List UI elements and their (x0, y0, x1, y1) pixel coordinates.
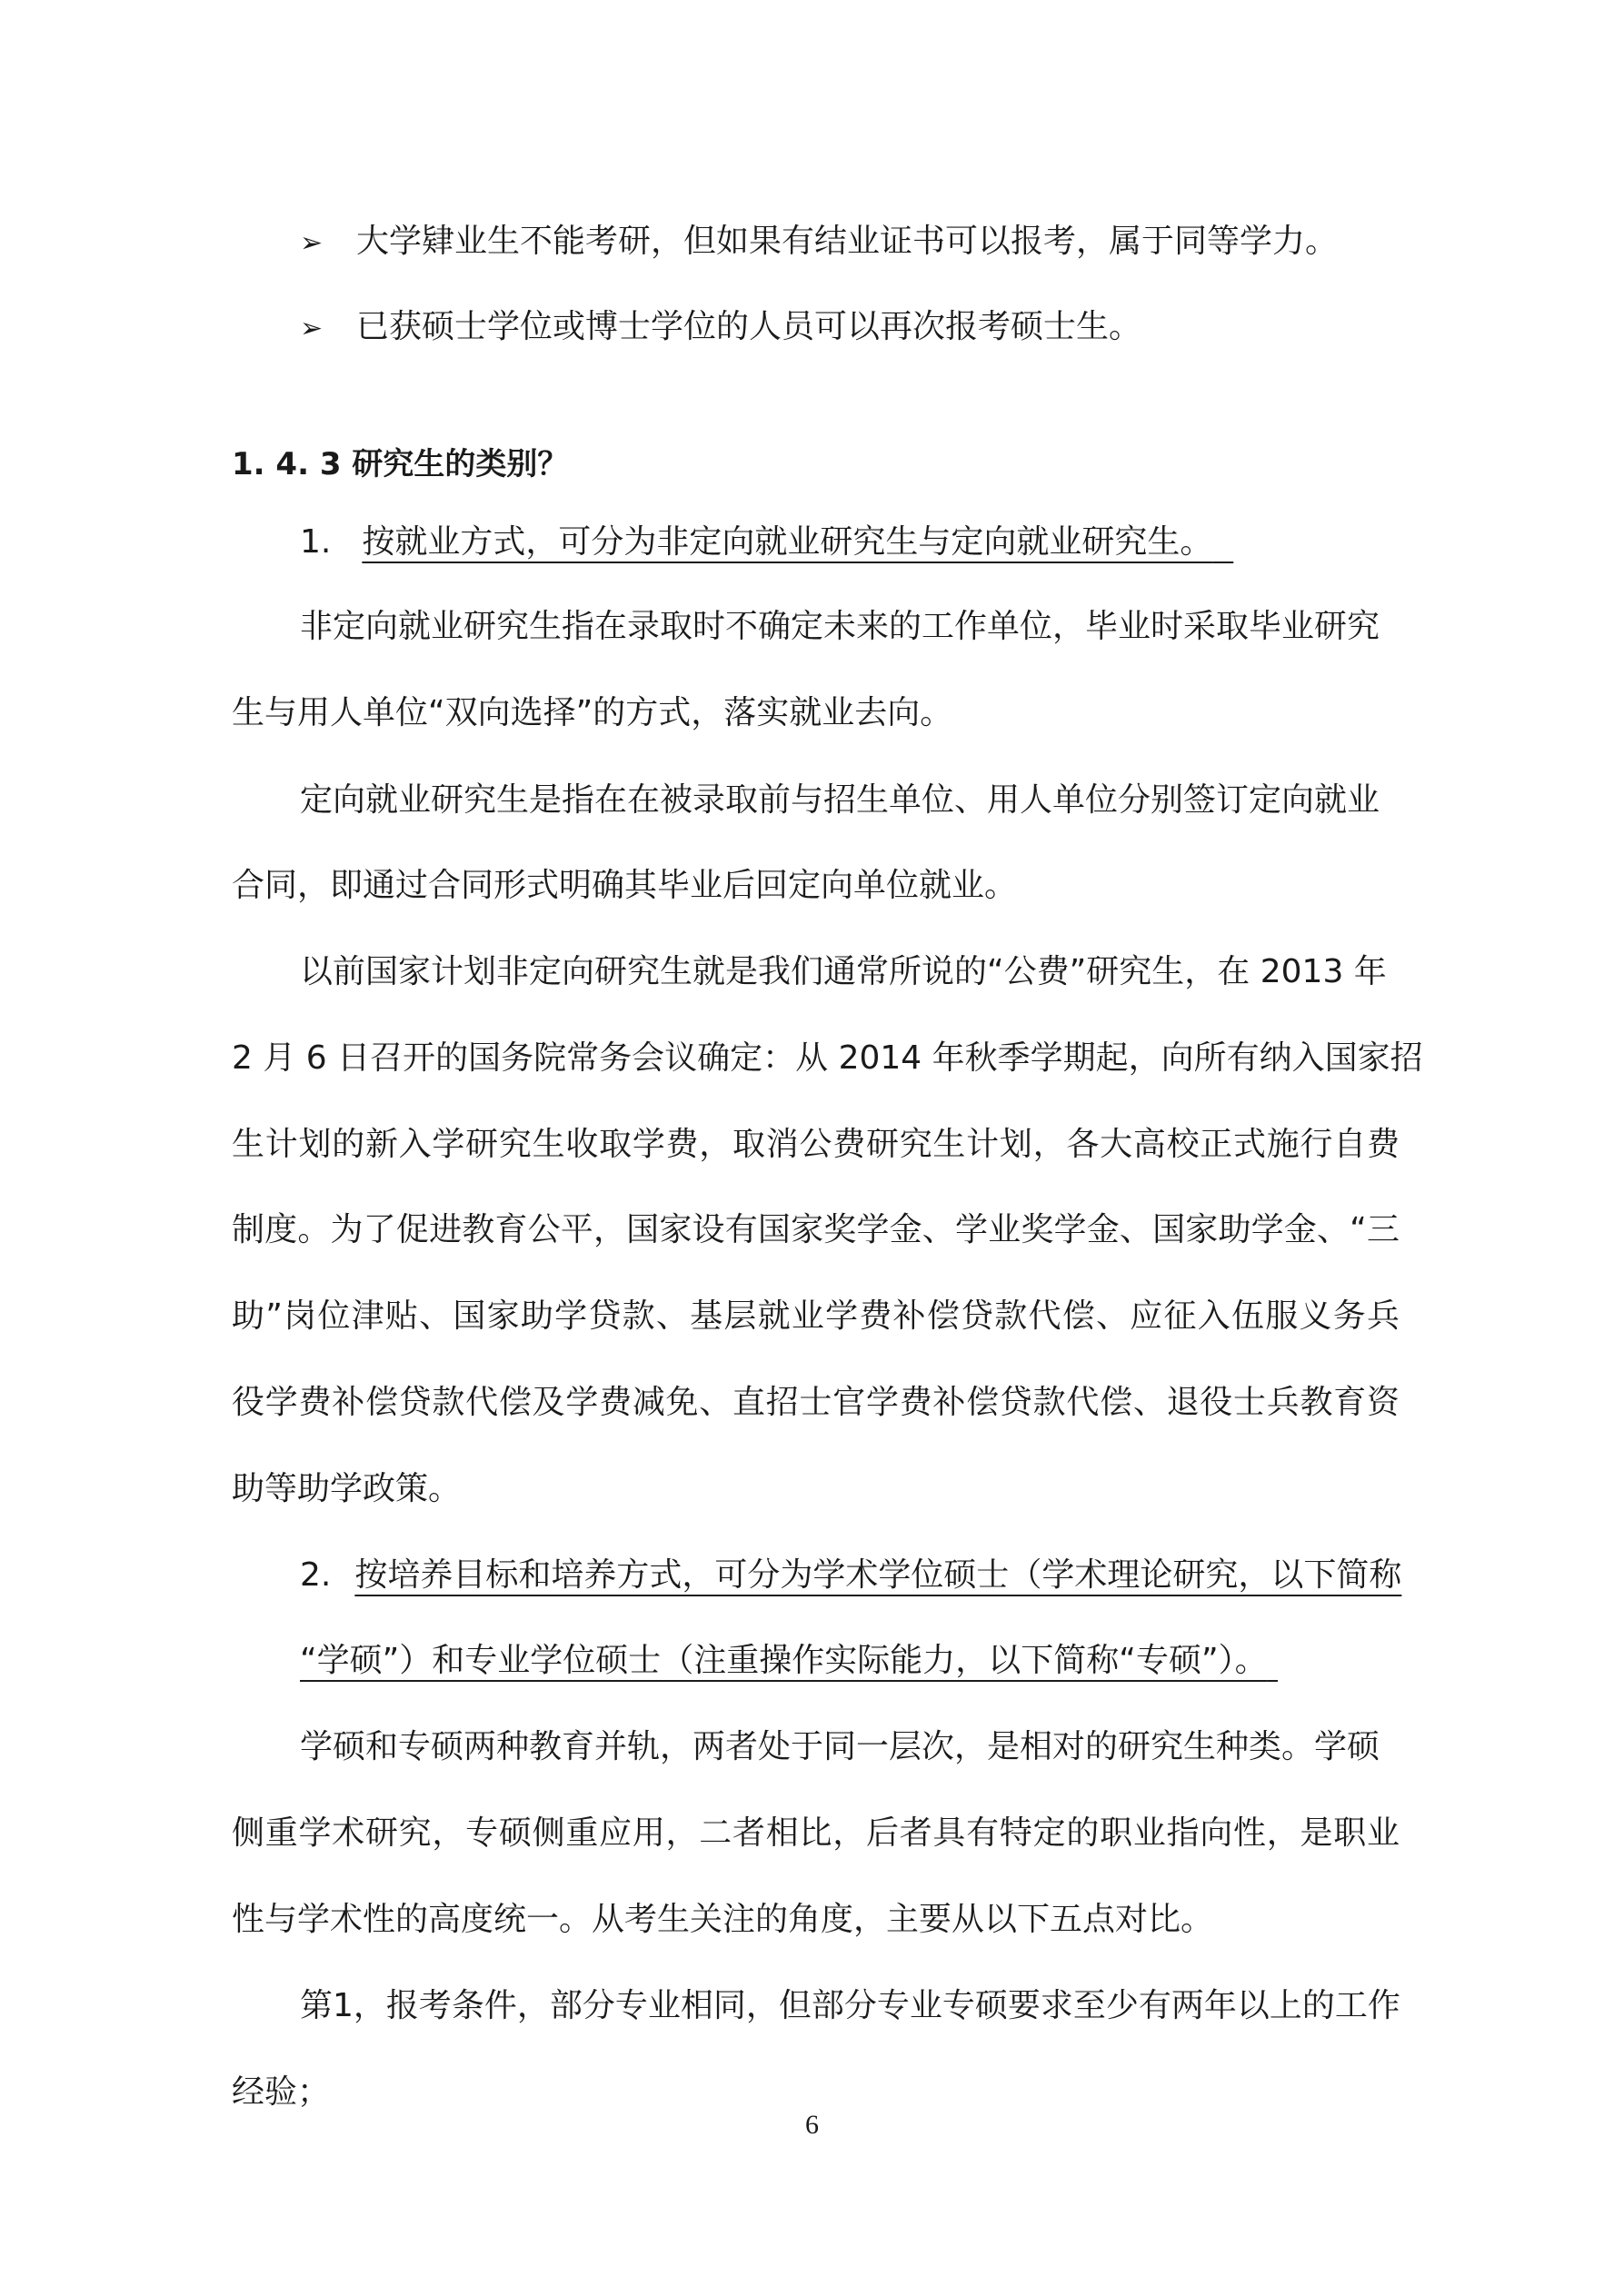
bullet-item-1 (300, 221, 1338, 264)
item-number: 1. (300, 523, 332, 561)
paragraph-2-line-1: 定向就业研究生是指在在被录取前与招生单位、用人单位分别签订定向就业 (300, 781, 1380, 819)
paragraph-3-line-6: 役学费补偿贷款代偿及学费减免、直招士官学费补偿贷款代偿、退役士兵教育资 (232, 1384, 1400, 1421)
section-heading: 1. 4. 3 研究生的类别？ (232, 446, 569, 482)
paragraph-2-line-2: 合同，即通过合同形式明确其毕业后回定向单位就业。 (232, 867, 1018, 904)
item-text-line-2: “学硕”）和专业学位硕士（注重操作实际能力，以下简称“专硕”）。 (300, 1642, 1268, 1679)
paragraph-4-line-1: 学硕和专硕两种教育并轨，两者处于同一层次，是相对的研究生种类。学硕 (300, 1728, 1380, 1765)
paragraph-1-line-1: 非定向就业研究生指在录取时不确定未来的工作单位，毕业时采取毕业研究 (300, 608, 1380, 645)
bullet-item-2 (300, 306, 1141, 350)
item-text: 按就业方式，可分为非定向就业研究生与定向就业研究生。 (362, 523, 1213, 561)
item-number: 2. (300, 1556, 332, 1594)
numbered-item-2 (300, 1555, 1400, 1596)
arrow-bullet-icon: ➢ (300, 313, 324, 344)
paragraph-4-line-2: 侧重学术研究，专硕侧重应用，二者相比，后者具有特定的职业指向性，是职业 (232, 1814, 1400, 1852)
numbered-item-2-line-2 (300, 1640, 1278, 1682)
item-text-line-1: 按培养目标和培养方式，可分为学术学位硕士（学术理论研究，以下简称 (354, 1556, 1402, 1594)
paragraph-3-line-4: 制度。为了促进教育公平，国家设有国家奖学金、学业奖学金、国家助学金、“三 (232, 1211, 1400, 1248)
arrow-bullet-icon: ➢ (300, 227, 324, 259)
paragraph-4-line-3: 性与学术性的高度统一。从考生关注的角度，主要从以下五点对比。 (232, 1901, 1214, 1938)
paragraph-3-line-1: 以前国家计划非定向研究生就是我们通常所说的“公费”研究生，在 2013 年 (300, 953, 1387, 990)
paragraph-5-line-2: 经验； (232, 2073, 331, 2111)
paragraph-3-line-3: 生计划的新入学研究生收取学费，取消公费研究生计划，各大高校正式施行自费 (232, 1126, 1400, 1163)
paragraph-3-line-2: 2 月 6 日召开的国务院常务会议确定：从 2014 年秋季学期起，向所有纳入国家招 (232, 1039, 1423, 1077)
paragraph-1-line-2: 生与用人单位“双向选择”的方式，落实就业去向。 (232, 694, 953, 731)
paragraph-3-line-5: 助”岗位津贴、国家助学贷款、基层就业学费补偿贷款代偿、应征入伍服义务兵 (232, 1297, 1400, 1335)
bullet-text: 已获硕士学位或博士学位的人员可以再次报考硕士生。 (356, 308, 1142, 345)
paragraph-3-line-7: 助等助学政策。 (232, 1470, 462, 1507)
bullet-text: 大学肄业生不能考研，但如果有结业证书可以报考，属于同等学力。 (356, 223, 1339, 260)
page-number: 6 (805, 2110, 819, 2140)
paragraph-5-line-1: 第1，报考条件，部分专业相同，但部分专业专硕要求至少有两年以上的工作 (300, 1987, 1400, 2024)
numbered-item-1 (300, 522, 1233, 563)
